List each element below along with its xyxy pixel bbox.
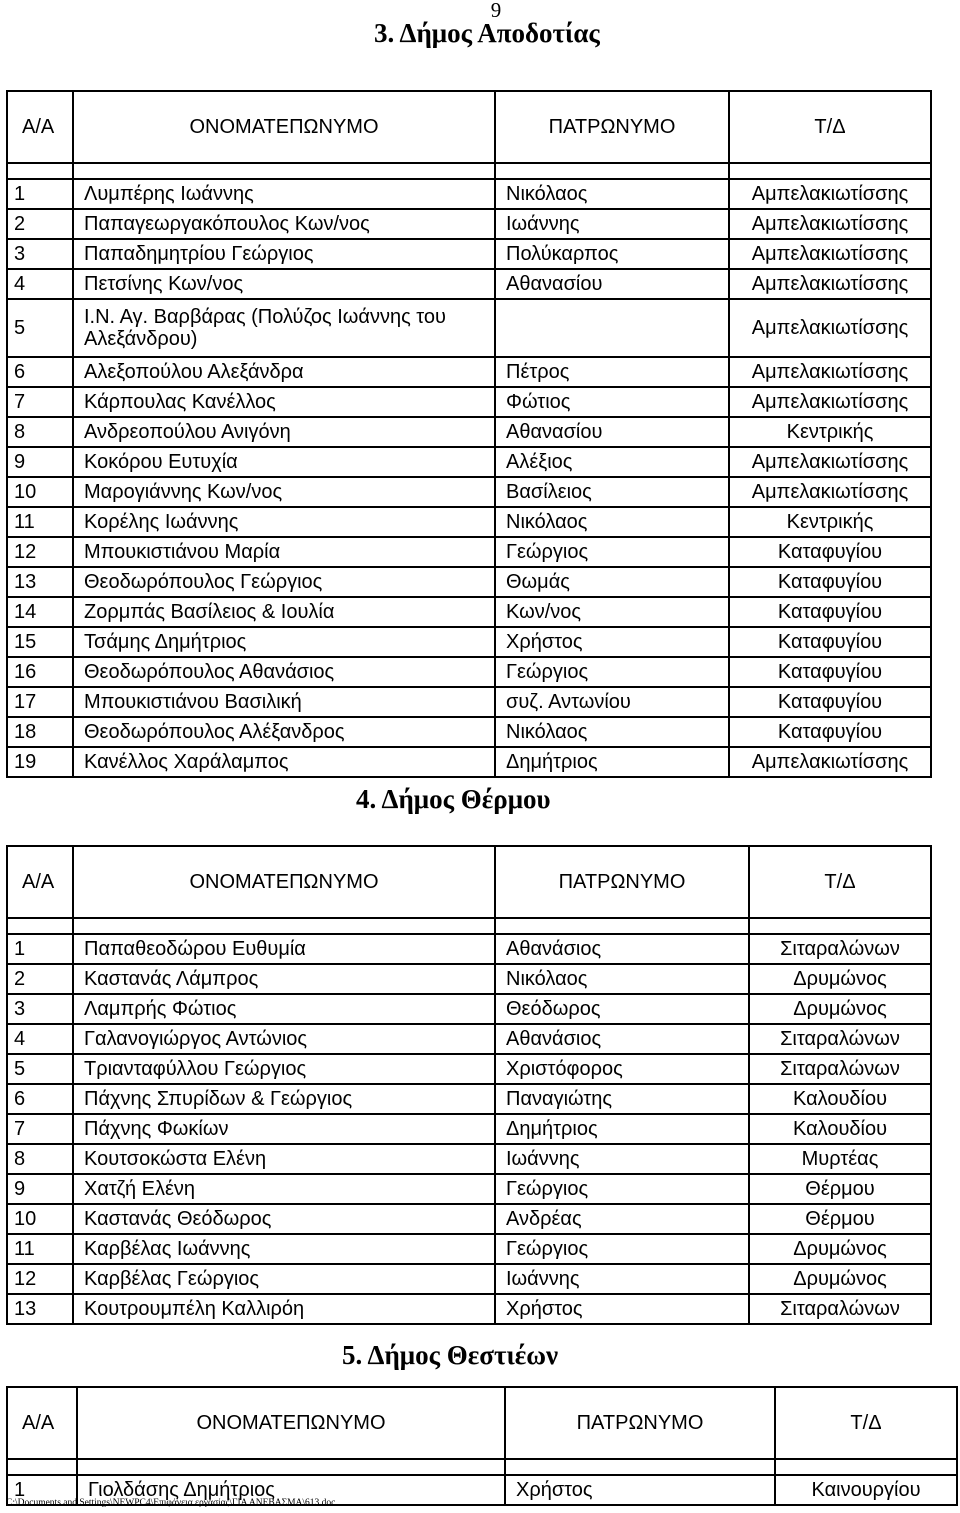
- column-header: Τ/Δ: [729, 91, 931, 163]
- table-row: [7, 447, 931, 477]
- spacer-cell: [505, 1459, 775, 1475]
- table-spacer-row: [7, 1459, 957, 1475]
- cell-community: Καταφυγίου: [729, 717, 931, 747]
- cell-patronymic: Νικόλαος: [495, 964, 749, 994]
- cell-full-name: Τσάμης Δημήτριος: [73, 627, 495, 657]
- cell-patronymic: Γεώργιος: [495, 1174, 749, 1204]
- table-row: [7, 387, 931, 417]
- cell-full-name: Χατζή Ελένη: [73, 1174, 495, 1204]
- cell-full-name: Καστανάς Θεόδωρος: [73, 1204, 495, 1234]
- cell-patronymic: Δημήτριος: [495, 1114, 749, 1144]
- cell-full-name: Ανδρεοπούλου Ανιγόνη: [73, 417, 495, 447]
- cell-community: Σιταραλώνων: [749, 1024, 931, 1054]
- cell-number: 15: [7, 627, 73, 657]
- cell-full-name: Μαρογιάννης Κων/νος: [73, 477, 495, 507]
- table-row: [7, 299, 931, 357]
- cell-community: Δρυμώνος: [749, 1264, 931, 1294]
- cell-patronymic: Γεώργιος: [495, 1234, 749, 1264]
- cell-patronymic: Δημήτριος: [495, 747, 729, 777]
- cell-community: Καταφυγίου: [729, 567, 931, 597]
- cell-number: 9: [7, 447, 73, 477]
- table-row: [7, 964, 931, 994]
- table-row: [7, 477, 931, 507]
- cell-number: 13: [7, 567, 73, 597]
- cell-community: Καταφυγίου: [729, 687, 931, 717]
- cell-full-name: Καρβέλας Ιωάννης: [73, 1234, 495, 1264]
- spacer-cell: [495, 918, 749, 934]
- cell-number: 10: [7, 477, 73, 507]
- cell-number: 2: [7, 964, 73, 994]
- cell-number: 9: [7, 1174, 73, 1204]
- cell-community: Καλουδίου: [749, 1114, 931, 1144]
- cell-number: 16: [7, 657, 73, 687]
- cell-community: Αμπελακιωτίσσης: [729, 239, 931, 269]
- cell-community: Αμπελακιωτίσσης: [729, 357, 931, 387]
- cell-community: Δρυμώνος: [749, 1234, 931, 1264]
- cell-number: 19: [7, 747, 73, 777]
- table-header-row: [7, 846, 931, 918]
- cell-number: 7: [7, 387, 73, 417]
- cell-patronymic: Ανδρέας: [495, 1204, 749, 1234]
- spacer-cell: [7, 163, 73, 179]
- cell-number: 4: [7, 269, 73, 299]
- cell-number: 1: [7, 1475, 77, 1505]
- cell-full-name: Πάχνης Φωκίων: [73, 1114, 495, 1144]
- cell-community: Αμπελακιωτίσσης: [729, 747, 931, 777]
- spacer-cell: [7, 1459, 77, 1475]
- cell-patronymic: Αθανάσιος: [495, 934, 749, 964]
- cell-full-name: Κοκόρου Ευτυχία: [73, 447, 495, 477]
- cell-full-name: Παπαδημητρίου Γεώργιος: [73, 239, 495, 269]
- spacer-cell: [495, 163, 729, 179]
- table-row: [7, 179, 931, 209]
- cell-full-name: Πάχνης Σπυρίδων & Γεώργιος: [73, 1084, 495, 1114]
- cell-number: 10: [7, 1204, 73, 1234]
- cell-full-name: Πετσίνης Κων/νος: [73, 269, 495, 299]
- cell-full-name: Καρβέλας Γεώργιος: [73, 1264, 495, 1294]
- cell-patronymic: [495, 299, 729, 357]
- cell-patronymic: Αθανάσιος: [495, 1024, 749, 1054]
- cell-community: Σιταραλώνων: [749, 934, 931, 964]
- column-header: ΠΑΤΡΩΝΥΜΟ: [495, 91, 729, 163]
- cell-community: Καλουδίου: [749, 1084, 931, 1114]
- cell-patronymic: Θωμάς: [495, 567, 729, 597]
- cell-full-name: Θεοδωρόπουλος Αθανάσιος: [73, 657, 495, 687]
- table-row: [7, 934, 931, 964]
- table-row: [7, 1054, 931, 1084]
- cell-number: 5: [7, 299, 73, 357]
- column-header: ΠΑΤΡΩΝΥΜΟ: [495, 846, 749, 918]
- cell-patronymic: Χρήστος: [495, 627, 729, 657]
- table-row: [7, 717, 931, 747]
- column-header: ΠΑΤΡΩΝΥΜΟ: [505, 1387, 775, 1459]
- table-row: [7, 1114, 931, 1144]
- column-header: Α/Α: [7, 91, 73, 163]
- table-row: [7, 417, 931, 447]
- cell-number: 5: [7, 1054, 73, 1084]
- cell-patronymic: Αθανασίου: [495, 269, 729, 299]
- cell-full-name: Παπαθεοδώρου Ευθυμία: [73, 934, 495, 964]
- cell-number: 14: [7, 597, 73, 627]
- cell-patronymic: Θεόδωρος: [495, 994, 749, 1024]
- table-spacer-row: [7, 163, 931, 179]
- cell-community: Μυρτέας: [749, 1144, 931, 1174]
- cell-patronymic: Αλέξιος: [495, 447, 729, 477]
- cell-community: Καταφυγίου: [729, 597, 931, 627]
- table-row: [7, 1234, 931, 1264]
- cell-full-name: Ζορμπάς Βασίλειος & Ιουλία: [73, 597, 495, 627]
- column-header: ΟΝΟΜΑΤΕΠΩΝΥΜΟ: [73, 846, 495, 918]
- cell-full-name: Καστανάς Λάμπρος: [73, 964, 495, 994]
- cell-full-name: Θεοδωρόπουλος Γεώργιος: [73, 567, 495, 597]
- cell-full-name: Παπαγεωργακόπουλος Κων/νος: [73, 209, 495, 239]
- table-row: [7, 507, 931, 537]
- section-title-thermou: 4. Δήμος Θέρμου: [356, 784, 551, 814]
- table-row: [7, 269, 931, 299]
- table-apodotias: [6, 90, 932, 778]
- cell-full-name: Αλεξοπούλου Αλεξάνδρα: [73, 357, 495, 387]
- column-header: ΟΝΟΜΑΤΕΠΩΝΥΜΟ: [73, 91, 495, 163]
- cell-community: Καταφυγίου: [729, 627, 931, 657]
- cell-patronymic: Πολύκαρπος: [495, 239, 729, 269]
- cell-full-name: Κουτσοκώστα Ελένη: [73, 1144, 495, 1174]
- cell-community: Κεντρικής: [729, 417, 931, 447]
- cell-full-name: Γιολδάσης Δημήτριος: [77, 1475, 505, 1505]
- cell-number: 4: [7, 1024, 73, 1054]
- cell-full-name: Λυμπέρης Ιωάννης: [73, 179, 495, 209]
- cell-patronymic: Πέτρος: [495, 357, 729, 387]
- table-row: [7, 747, 931, 777]
- table-row: [7, 994, 931, 1024]
- cell-patronymic: Ιωάννης: [495, 1264, 749, 1294]
- cell-number: 6: [7, 1084, 73, 1114]
- cell-patronymic: Ιωάννης: [495, 209, 729, 239]
- table-row: [7, 627, 931, 657]
- cell-number: 7: [7, 1114, 73, 1144]
- table-thestieon: [6, 1386, 958, 1506]
- cell-patronymic: Γεώργιος: [495, 657, 729, 687]
- spacer-cell: [73, 918, 495, 934]
- cell-patronymic: Νικόλαος: [495, 717, 729, 747]
- table-row: [7, 1264, 931, 1294]
- cell-number: 1: [7, 179, 73, 209]
- cell-community: Θέρμου: [749, 1174, 931, 1204]
- cell-community: Αμπελακιωτίσσης: [729, 209, 931, 239]
- table-header-row: [7, 91, 931, 163]
- cell-patronymic: Χρήστος: [505, 1475, 775, 1505]
- cell-number: 12: [7, 1264, 73, 1294]
- column-header: ΟΝΟΜΑΤΕΠΩΝΥΜΟ: [77, 1387, 505, 1459]
- table-header-row: [7, 1387, 957, 1459]
- table-row: [7, 1144, 931, 1174]
- cell-number: 18: [7, 717, 73, 747]
- table-row: [7, 1204, 931, 1234]
- cell-community: Δρυμώνος: [749, 994, 931, 1024]
- cell-patronymic: Γεώργιος: [495, 537, 729, 567]
- cell-full-name: Κορέλης Ιωάννης: [73, 507, 495, 537]
- table-row: [7, 239, 931, 269]
- table-row: [7, 1294, 931, 1324]
- column-header: Τ/Δ: [775, 1387, 957, 1459]
- cell-community: Καταφυγίου: [729, 537, 931, 567]
- spacer-cell: [7, 918, 73, 934]
- table-row: [7, 209, 931, 239]
- cell-community: Θέρμου: [749, 1204, 931, 1234]
- cell-community: Αμπελακιωτίσσης: [729, 477, 931, 507]
- table-row: [7, 687, 931, 717]
- section-title-apodotias: 3. Δήμος Αποδοτίας: [374, 18, 600, 48]
- cell-patronymic: Κων/νος: [495, 597, 729, 627]
- cell-number: 8: [7, 1144, 73, 1174]
- cell-community: Αμπελακιωτίσσης: [729, 179, 931, 209]
- table-row: [7, 537, 931, 567]
- column-header: Α/Α: [7, 846, 73, 918]
- cell-patronymic: Βασίλειος: [495, 477, 729, 507]
- cell-community: Αμπελακιωτίσσης: [729, 269, 931, 299]
- cell-full-name: Λαμπρής Φώτιος: [73, 994, 495, 1024]
- cell-patronymic: Ιωάννης: [495, 1144, 749, 1174]
- cell-number: 6: [7, 357, 73, 387]
- cell-full-name: Γαλανογιώργος Αντώνιος: [73, 1024, 495, 1054]
- cell-patronymic: Χριστόφορος: [495, 1054, 749, 1084]
- cell-number: 11: [7, 1234, 73, 1264]
- cell-patronymic: Φώτιος: [495, 387, 729, 417]
- column-header: Α/Α: [7, 1387, 77, 1459]
- cell-number: 2: [7, 209, 73, 239]
- table-row: [7, 567, 931, 597]
- table-row: [7, 357, 931, 387]
- cell-number: 13: [7, 1294, 73, 1324]
- cell-full-name: Τριανταφύλλου Γεώργιος: [73, 1054, 495, 1084]
- cell-community: Κεντρικής: [729, 507, 931, 537]
- page-number: 9: [490, 0, 502, 22]
- table-row: [7, 1174, 931, 1204]
- cell-community: Σιταραλώνων: [749, 1054, 931, 1084]
- cell-community: Αμπελακιωτίσσης: [729, 387, 931, 417]
- cell-patronymic: Νικόλαος: [495, 179, 729, 209]
- cell-community: Δρυμώνος: [749, 964, 931, 994]
- section-title-thestieon: 5. Δήμος Θεστιέων: [342, 1340, 559, 1370]
- spacer-cell: [73, 163, 495, 179]
- spacer-cell: [775, 1459, 957, 1475]
- spacer-cell: [729, 163, 931, 179]
- cell-patronymic: Παναγιώτης: [495, 1084, 749, 1114]
- cell-community: Αμπελακιωτίσσης: [729, 299, 931, 357]
- cell-full-name: Κάρπουλας Κανέλλος: [73, 387, 495, 417]
- table-row: [7, 657, 931, 687]
- cell-patronymic: Αθανασίου: [495, 417, 729, 447]
- cell-full-name: Μπουκιστιάνου Μαρία: [73, 537, 495, 567]
- cell-community: Σιταραλώνων: [749, 1294, 931, 1324]
- cell-number: 3: [7, 239, 73, 269]
- cell-patronymic: συζ. Αντωνίου: [495, 687, 729, 717]
- spacer-cell: [77, 1459, 505, 1475]
- cell-number: 3: [7, 994, 73, 1024]
- cell-full-name: Θεοδωρόπουλος Αλέξανδρος: [73, 717, 495, 747]
- cell-community: Καινουργίου: [775, 1475, 957, 1505]
- cell-patronymic: Νικόλαος: [495, 507, 729, 537]
- cell-full-name: Ι.Ν. Αγ. Βαρβάρας (Πολύζος Ιωάννης του Αλεξάνδρου): [73, 299, 495, 357]
- table-row: [7, 1024, 931, 1054]
- cell-full-name: Κουτρουμπέλη Καλλιρόη: [73, 1294, 495, 1324]
- table-row: [7, 1084, 931, 1114]
- cell-full-name: Μπουκιστιάνου Βασιλική: [73, 687, 495, 717]
- cell-community: Αμπελακιωτίσσης: [729, 447, 931, 477]
- cell-number: 11: [7, 507, 73, 537]
- table-spacer-row: [7, 918, 931, 934]
- cell-full-name: Κανέλλος Χαράλαμπος: [73, 747, 495, 777]
- cell-community: Καταφυγίου: [729, 657, 931, 687]
- cell-number: 12: [7, 537, 73, 567]
- cell-number: 8: [7, 417, 73, 447]
- footer-file-path: C:\Documents and Settings\NEWPC4\Επιφάνεια εργασίας\ΓΙΑ ΑΝΕΒΑΣΜΑ\613.doc: [6, 1498, 336, 1508]
- cell-patronymic: Χρήστος: [495, 1294, 749, 1324]
- spacer-cell: [749, 918, 931, 934]
- column-header: Τ/Δ: [749, 846, 931, 918]
- cell-number: 17: [7, 687, 73, 717]
- table-row: [7, 597, 931, 627]
- table-thermou: [6, 845, 932, 1325]
- cell-number: 1: [7, 934, 73, 964]
